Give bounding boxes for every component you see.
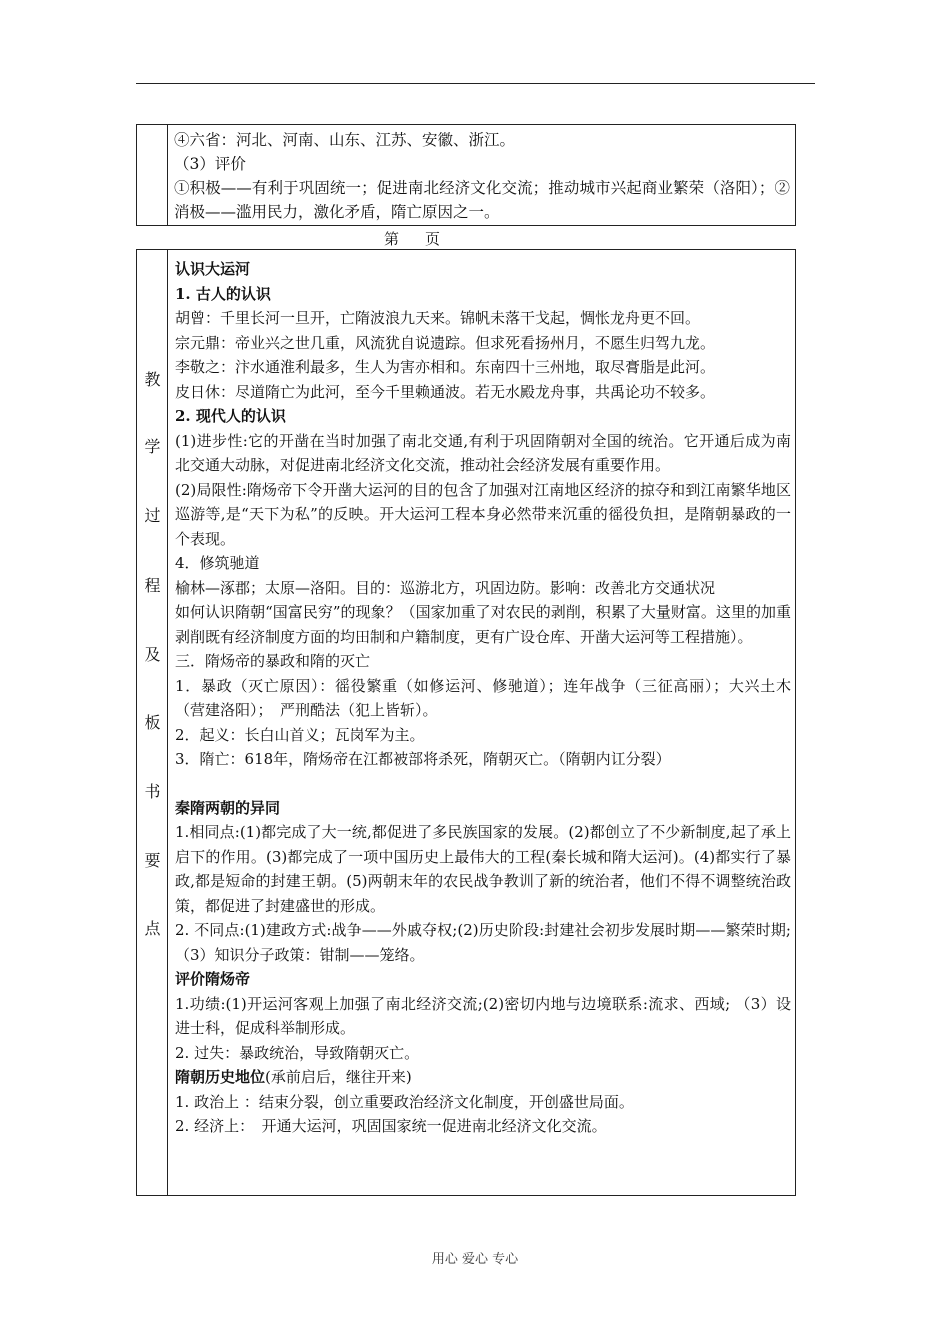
spacer [175,772,791,796]
section-title-note: (承前启后，继往开来) [265,1068,412,1086]
section-title-line [175,1065,791,1090]
subsection-heading: 三．隋炀帝的暴政和隋的灭亡 [175,652,371,670]
evaluation-heading: （3）评价 [174,155,246,173]
header-rule [136,83,815,84]
evaluation-text: ①积极——有利于巩固统一；促进南北经济文化交流；推动城市兴起商业繁荣（洛阳）；②消极——滥用民力，激化矛盾，隋亡原因之一。 [174,179,790,221]
paragraph: (1)进步性:它的开凿在当时加强了南北交通,有利于巩固隋朝对全国的统治。它开通后成为南北交通大动脉，对促进南北经济文化交流，推动社会经济发展有重要作用。 [175,431,791,474]
paragraph: 2. 过失：暴政统治，导致隋朝灭亡。 [175,1043,420,1062]
label-char: 教 [144,370,161,389]
subsection-heading: 2. 现代人的认识 [175,407,286,425]
paragraph: (2)局限性:隋炀帝下令开凿大运河的目的包含了加强对江南地区经济的掠夺和到江南繁华地区巡游等,是“天下为私”的反映。开大运河工程本身必然带来沉重的徭役负担，是隋朝暴政的一个表现。 [175,480,791,548]
section-title: 认识大运河 [175,260,251,278]
paragraph: 3．隋亡：618年，隋炀帝在江都被部将杀死，隋朝灭亡。（隋朝内讧分裂） [175,750,671,768]
poem-line: 皮日休：尽道隋亡为此河，至今千里赖通波。若无水殿龙舟事，共禹论功不较多。 [175,382,716,401]
section-label-column [137,250,168,1195]
label-char: 要 [144,851,161,870]
paragraph: 2. 不同点:(1)建政方式:战争——外戚夺权;(2)历史阶段:封建社会初步发展时期——繁荣时期; （3）知识分子政策：钳制——笼络。 [175,921,791,964]
continuation-left-column [137,125,168,225]
poem-line: 宗元鼎：帝业兴之世几重，风流犹自说遗踪。但求死看扬州月，不愿生归驾九龙。 [175,333,716,352]
lesson-content [175,257,791,1139]
label-char: 过 [144,506,161,525]
label-char: 程 [144,576,161,595]
label-char: 学 [144,437,161,456]
label-char: 书 [144,782,161,801]
label-char: 及 [144,645,161,664]
section-title: 评价隋炀帝 [175,970,251,988]
lesson-table [136,249,796,1196]
continuation-content [174,128,790,224]
poem-line: 李敬之：汴水通淮利最多，生人为害亦相和。东南四十三州地，取尽膏脂是此河。 [175,358,716,376]
paragraph: 1.相同点:(1)都完成了大一统,都促进了多民族国家的发展。(2)都创立了不少新制度,起了承上启下的作用。(3)都完成了一项中国历史上最伟大的工程(秦长城和隋大运河)。(4)都实行了暴政,都是短命的封建王朝。(5)两朝末年的农民战争教训了新的统治者，他们不得不调整统治政策，都促进了封建盛世的形成。 [175,823,791,915]
paragraph: 1．暴政（灭亡原因）：徭役繁重（如修运河、修驰道）；连年战争（三征高丽）；大兴土木（营建洛阳）； 严刑酷法（犯上皆斩）。 [175,676,791,719]
paragraph: 1. 政治上 ：结束分裂，创立重要政治经济文化制度，开创盛世局面。 [175,1092,634,1111]
section-title: 隋朝历史地位 [175,1068,266,1086]
subsection-heading: 4．修筑驰道 [175,554,260,572]
page-label: 第页 [384,230,467,248]
label-char: 板 [144,713,161,732]
paragraph: 1.功绩:(1)开运河客观上加强了南北经济交流;(2)密切内地与边境联系:流求、西域; （3）设进士科，促成科举制形成。 [175,994,791,1037]
continuation-table [136,124,796,226]
paragraph: 榆林—涿郡；太原—洛阳。目的：巡游北方，巩固边防。影响：改善北方交通状况 [175,578,716,597]
provinces-line: ④六省：河北、河南、山东、江苏、安徽、浙江。 [174,131,516,149]
section-title: 秦隋两朝的异同 [175,798,281,817]
paragraph: 2. 经济上： 开通大运河，巩固国家统一促进南北经济文化交流。 [175,1117,607,1135]
subsection-heading: 1. 古人的认识 [175,284,271,303]
paragraph: 2．起义：长白山首义；瓦岗军为主。 [175,725,425,744]
label-char: 点 [144,919,161,938]
paragraph: 如何认识隋朝“国富民穷”的现象？（国家加重了对农民的剥削，积累了大量财富。这里的加重剥削既有经济制度方面的均田制和户籍制度，更有广设仓库、开凿大运河等工程措施）。 [175,603,791,646]
poem-line: 胡曾：千里长河一旦开，亡隋波浪九天来。锦帆未落干戈起，惆怅龙舟更不回。 [175,309,701,327]
page-footer: 用心 爱心 专心 [431,1252,519,1267]
